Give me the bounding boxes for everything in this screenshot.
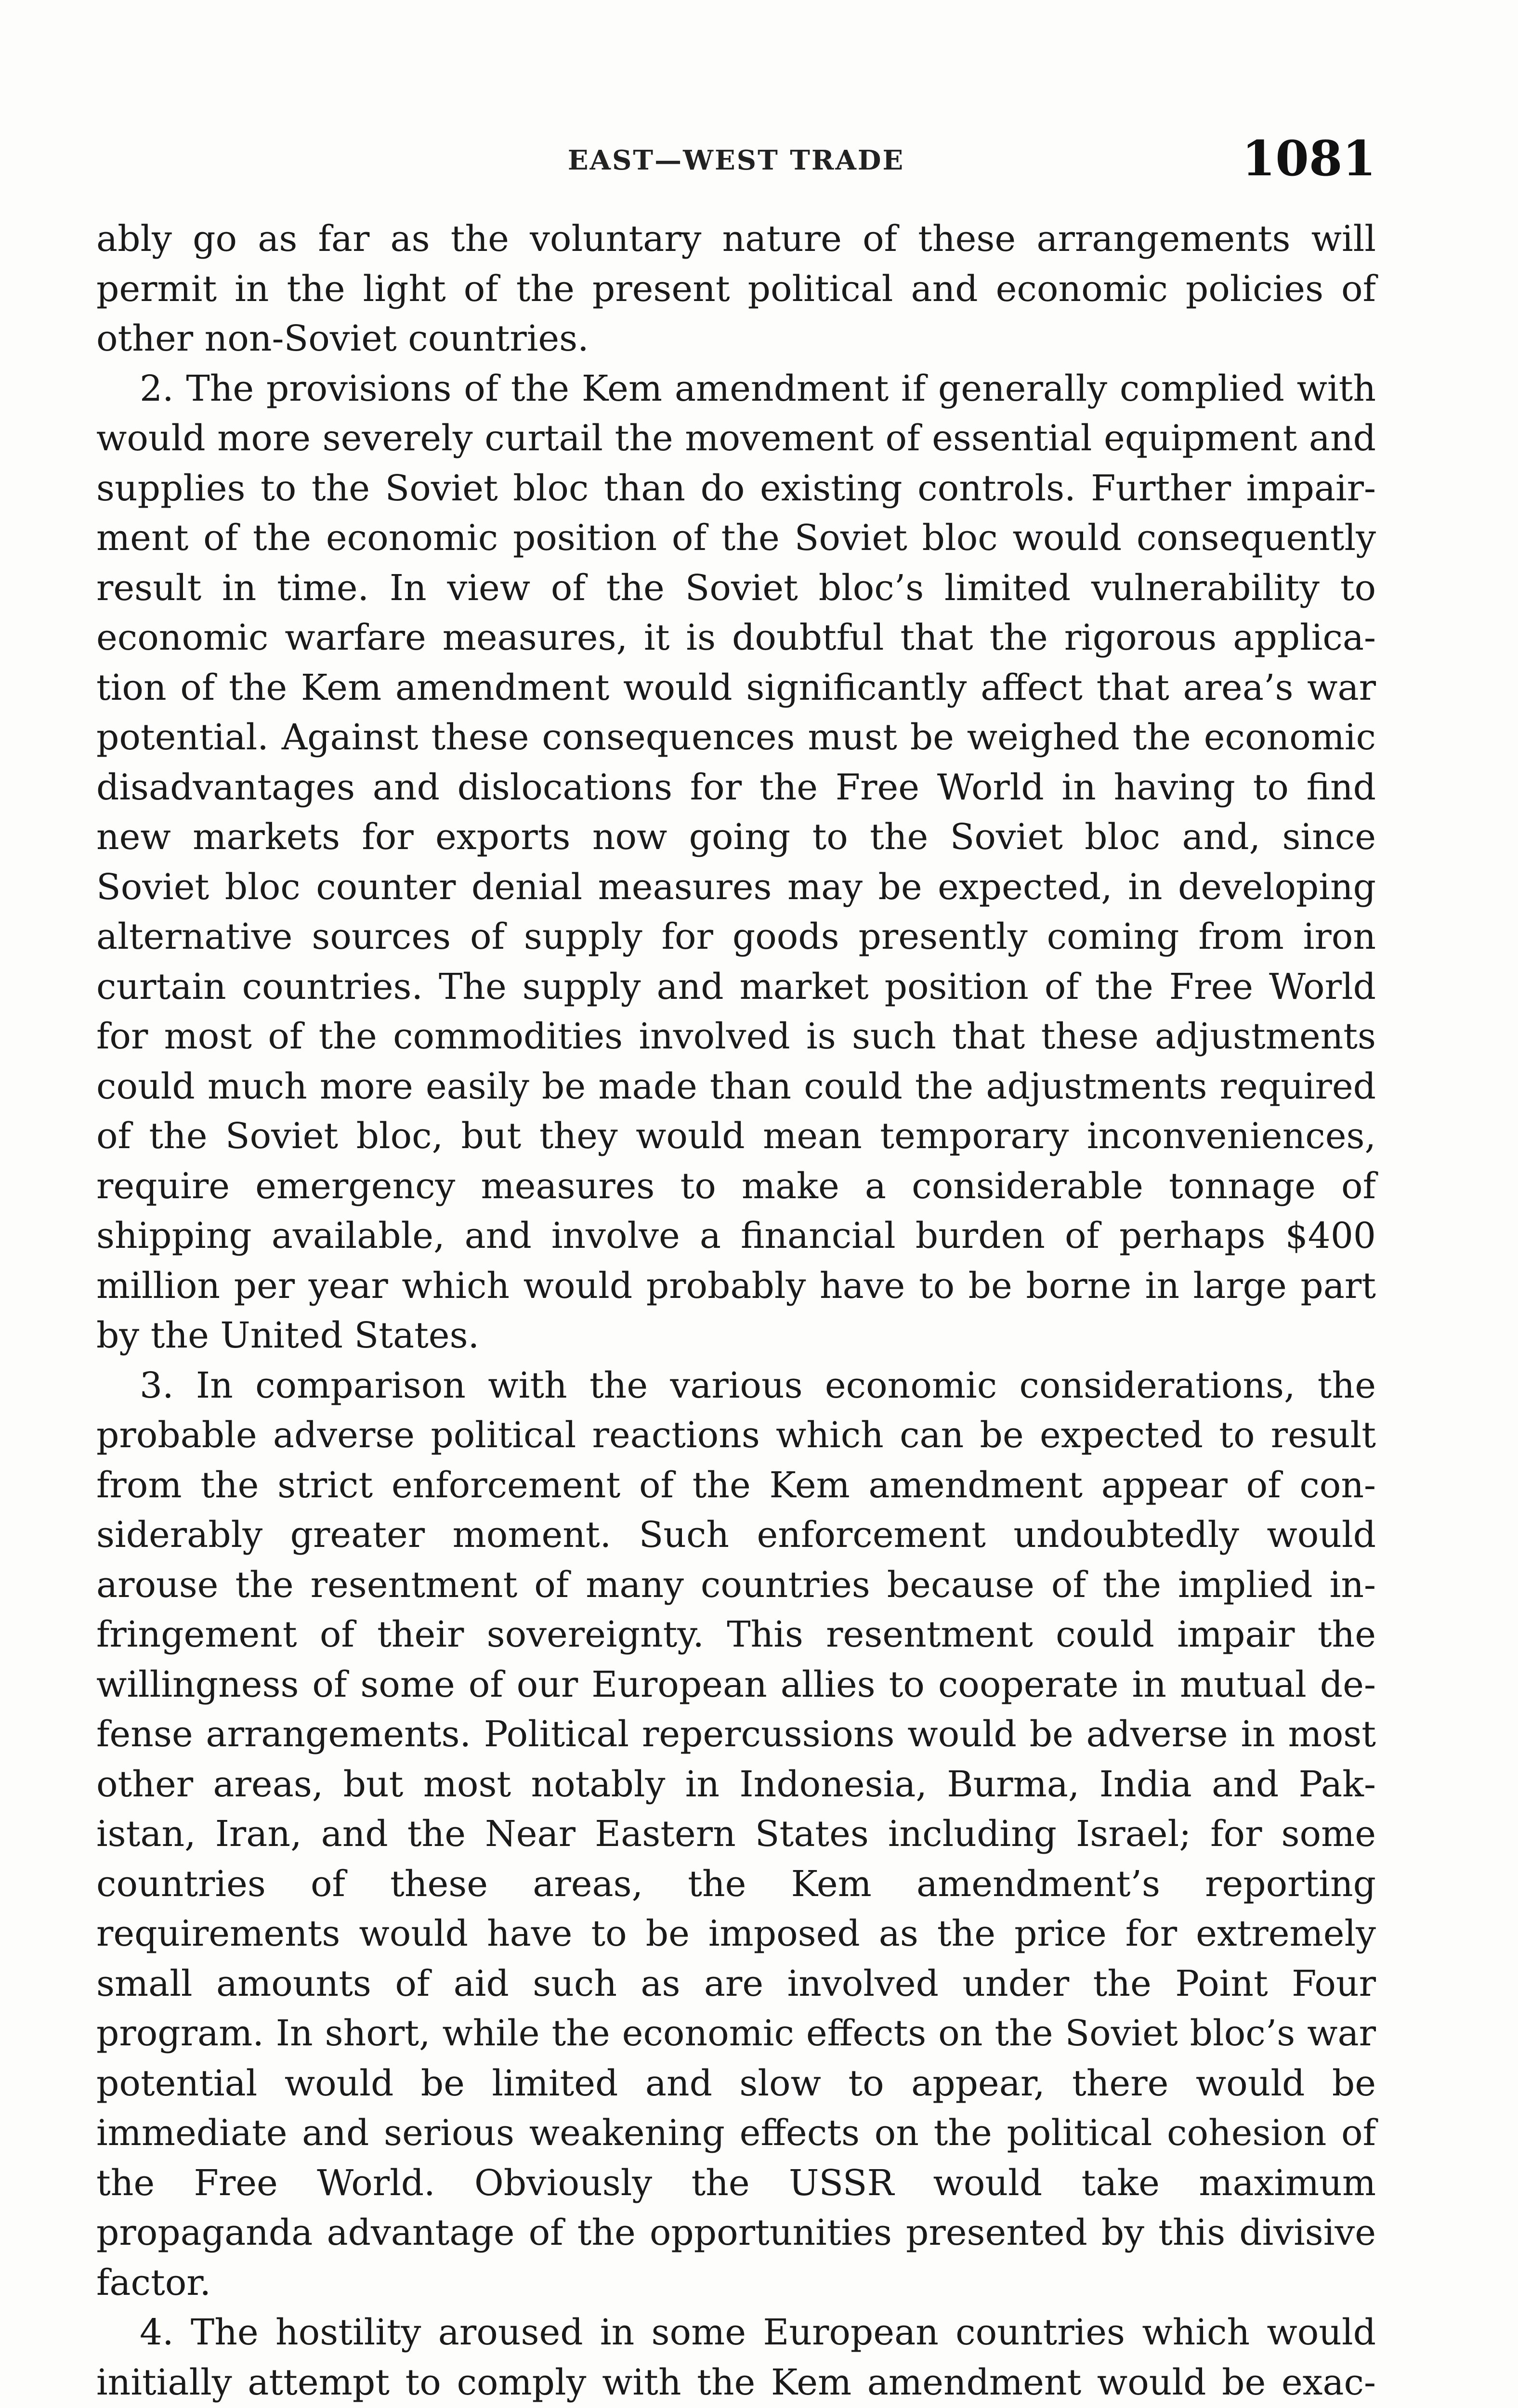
page-number: 1081 <box>1242 130 1376 187</box>
paragraph-continuation: ably go as far as the voluntary nature of these arrangements will permit in the light of the present political and economic policies of other non-Soviet countries. <box>96 218 1376 359</box>
body-text <box>96 214 1376 2408</box>
paragraph-2: 2. The provisions of the Kem amendment if generally complied with would more severely curtail the movement of essential equipment and supplies to the Soviet bloc than do existing controls. Further impairment of the economic position of the Soviet bloc would consequently result in time. In view of the Soviet bloc’s limited vulnerability to economic warfare measures, it is doubtful that the rigorous application of the Kem amendment would significantly affect that area’s war potential. Against these consequences must be weighed the economic disadvantages and dislocations for the Free World in having to find new markets for exports now going to the Soviet bloc and, since Soviet bloc counter denial measures may be expected, in developing alternative sources of supply for goods presently coming from iron curtain countries. The supply and market position of the Free World for most of the commodities involved is such that these adjustments could much more easily be made than could the adjustments required of the Soviet bloc, but they would mean temporary inconveniences, require emergency measures to make a considerable tonnage of shipping available, and involve a financial burden of perhaps $400 million per year which would probably have to be borne in large part by the United States. <box>96 367 1376 1356</box>
paragraph-4: 4. The hostility aroused in some European countries which would initially attempt to comply with the Kem amendment would be exac <box>96 2312 1376 2403</box>
paragraph-3: 3. In comparison with the various economic considerations, the probable adverse political reactions which can be expected to result from the strict enforcement of the Kem amendment appear of considerably greater moment. Such enforcement undoubtedly would arouse the resentment of many countries because of the implied infringement of their sovereignty. This resentment could impair the willingness of some of our European allies to cooperate in mutual defense arrangements. Political repercussions would be adverse in most other areas, but most notably in Indonesia, Burma, India and Pakistan, Iran, and the Near Eastern States including Israel; for some countries of these areas, the Kem amendment’s reporting requirements would have to be imposed as the price for extremely small amounts of aid such as are involved under the Point Four program. In short, while the economic effects on the Soviet bloc’s war potential would be limited and slow to appear, there would be immediate and serious weakening effects on the political cohesion of the Free World. Obviously the USSR would take maximum propaganda advantage of the opportunities presented by this divisive factor. <box>96 1364 1376 2303</box>
page-header <box>96 130 1376 202</box>
running-head: EAST—WEST TRADE <box>567 144 905 176</box>
